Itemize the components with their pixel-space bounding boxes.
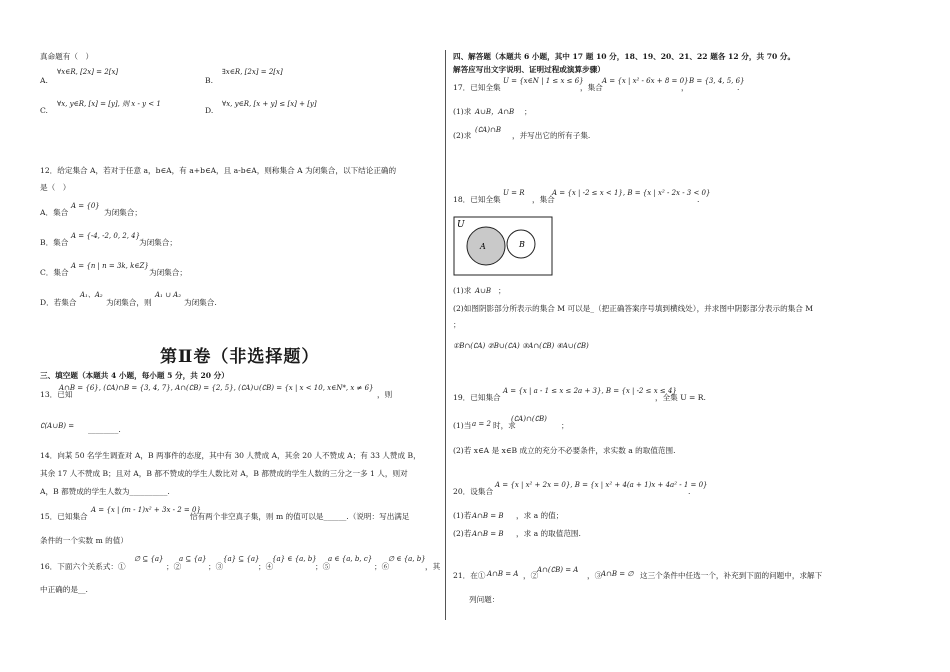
q18-choices: ①B∩(∁A) ②B∪(∁A) ③A∩(∁B) ④A∪(∁B)	[453, 342, 589, 350]
q12-option-c-post: 为闭集合；	[149, 268, 187, 277]
q16-sep-2: ；②	[166, 562, 182, 571]
q20-post: .	[688, 487, 691, 496]
q15-line2: 条件的一个实数 m 的值）	[40, 536, 128, 545]
venn-diagram	[453, 216, 553, 276]
q19-part1-math-a: a = 2	[472, 420, 491, 428]
q12-option-a-math: A = {0}	[71, 202, 100, 210]
q20-part2-post: ，求 a 的取值范围.	[516, 529, 581, 538]
q20-part1-post: ，求 a 的值；	[516, 511, 564, 520]
venn-label-u: U	[457, 220, 465, 230]
solve-section-header-1: 四、解答题（本题共 6 小题，其中 17 题 10 分，18、19、20、21、22 题各 12 分，共 70 分。	[453, 52, 796, 61]
q12-option-b-math: A = {-4, -2, 0, 2, 4}	[71, 232, 141, 240]
q12-option-a-pre: A．集合	[40, 208, 69, 217]
q18-end: .	[697, 195, 700, 204]
q16-relation-1: ∅ ⊆ {a}	[134, 555, 164, 563]
q14-line2: 其余 17 人不赞成 B；且对 A，B 都不赞成的学生人数比对 A，B 都赞成的学生人数的三分之一多 1 人，则对	[40, 469, 408, 478]
q12-option-d-post: 为闭集合.	[184, 298, 217, 307]
q17-math-u: U = {x∈N | 1 ≤ x ≤ 6}	[503, 77, 584, 85]
q19-math: A = {x | a - 1 ≤ x ≤ 2a + 3}, B = {x | -2 ≤ x ≤ 4}	[503, 387, 677, 395]
q18-part1-pre: (1)求	[453, 286, 472, 295]
q11-option-b-math: ∃x∈R, [2x] = 2[x]	[222, 68, 283, 76]
q12-option-d-math1: A₁、A₂	[80, 291, 103, 299]
q20-pre: 20．设集合	[453, 487, 494, 496]
q17-part1-math: A∪B，A∩B	[475, 108, 515, 116]
q17-part2-math: (∁A)∩B	[475, 126, 501, 134]
q21-condition-1: A∩B = A	[487, 570, 519, 578]
q14-line3: A，B 都赞成的学生人数为__________.	[40, 487, 170, 496]
q18-part2-text: (2)如图阴影部分所表示的集合 M 可以是_（把正确答案序号填到横线处），并求图中阴影部分表示的集合 M	[453, 304, 814, 313]
q19-pre: 19．已知集合	[453, 393, 501, 402]
q12-option-d-mid: 为闭集合，则	[106, 298, 152, 307]
q16-sep-5: ；⑤	[315, 562, 331, 571]
q16-post: ，其	[425, 562, 441, 571]
q11-option-d-math: ∀x, y∈R, [x + y] ≤ [x] + [y]	[222, 100, 317, 108]
q20-part1-math: A∩B = B	[472, 512, 504, 520]
q18-part1-math: A∪B	[475, 287, 492, 295]
q18-part1-post: ；	[498, 286, 506, 295]
q16-pre: 16．下面六个关系式：①	[40, 562, 126, 571]
q15-pre: 15．已知集合	[40, 512, 88, 521]
q15-post: 恰有两个非空真子集，则 m 的值可以是______.（说明：写出满足	[190, 512, 410, 521]
q11-option-a-math: ∀x∈R, [2x] = 2[x]	[57, 68, 119, 76]
q16-sep-3: ；③	[208, 562, 224, 571]
q17-sep: ，	[681, 83, 689, 92]
q11-stem: 真命题有（ ）	[40, 52, 94, 61]
q19-part1-pre: (1)当	[453, 421, 472, 430]
q12-option-d-pre: D．若集合	[40, 298, 77, 307]
q12-option-a-post: 为闭集合；	[104, 208, 142, 217]
q18-pre: 18．已知全集	[453, 195, 501, 204]
q21-post: 这三个条件中任选一个，补充到下面的问题中，求解下	[640, 571, 823, 580]
q16-relation-2: a ⊆ {a}	[179, 555, 207, 563]
q11-option-d-label: D.	[205, 106, 214, 115]
q12-option-b-post: 为闭集合；	[139, 238, 177, 247]
q17-part1-post: ；	[524, 107, 532, 116]
fill-section-header: 三、填空题（本题共 4 小题，每小题 5 分，共 20 分）	[40, 371, 229, 380]
q12-option-b-pre: B．集合	[40, 238, 69, 247]
q16-sep-4: ；④	[258, 562, 274, 571]
q20-part1-pre: (1)若	[453, 511, 472, 520]
q16-relation-3: {a} ⊆ {a}	[223, 555, 260, 563]
q17-pre: 17．已知全集	[453, 83, 501, 92]
q19-part2: (2)若 x∈A 是 x∈B 成立的充分不必要条件，求实数 a 的取值范围.	[453, 446, 676, 455]
q12-option-c-pre: C．集合	[40, 268, 69, 277]
q13-post: ，则	[377, 390, 393, 399]
venn-label-a: A	[480, 242, 486, 251]
q11-option-a-label: A.	[40, 76, 48, 85]
q19-part1-math-b: (∁A)∩(∁B)	[511, 415, 547, 423]
q21-line2: 列问题：	[469, 595, 500, 604]
q12-option-c-math: A = {n | n = 3k, k∈Z}	[71, 262, 149, 270]
q16-relation-5: a ∈ {a, b, c}	[328, 555, 373, 563]
q11-option-b-label: B.	[205, 76, 213, 85]
q18-math-u: U = R	[503, 189, 525, 197]
q21-pre: 21．在①	[453, 571, 486, 580]
q13-pre: 13．已知	[40, 390, 73, 399]
q17-part2-post: ，并写出它的所有子集.	[512, 131, 591, 140]
q13-blank: ________.	[88, 425, 121, 434]
solve-section-header-2: 解答应写出文字说明、证明过程或演算步骤）	[453, 65, 605, 74]
q17-math-b: B = {3, 4, 5, 6}	[689, 77, 745, 85]
q11-option-c-math: ∀x, y∈R, [x] = [y], 则 x - y < 1	[57, 100, 161, 108]
q12-stem-line1: 12．给定集合 A，若对于任意 a，b∈A，有 a+b∈A，且 a-b∈A，则称集合 A 为闭集合，以下结论正确的	[40, 166, 397, 175]
q17-math-a: A = {x | x² - 6x + 8 = 0}	[602, 77, 689, 85]
q18-math-sets: A = {x | -2 ≤ x < 1}, B = {x | x² - 2x - 3 < 0}	[552, 189, 711, 197]
q17-end: .	[737, 83, 740, 92]
q16-relation-6: ∅ ∈ {a, b}	[388, 555, 426, 563]
q16-line2: 中正确的是__.	[40, 585, 88, 594]
q20-part2-pre: (2)若	[453, 529, 472, 538]
section2-title: 第Ⅱ卷（非选择题）	[160, 347, 320, 367]
q20-part2-math: A∩B = B	[472, 530, 504, 538]
q19-part1-post: ；	[561, 421, 569, 430]
column-divider	[445, 50, 446, 620]
q17-mid: ，集合	[580, 83, 603, 92]
q18-part2-tail: ；	[453, 320, 461, 329]
q18-mid: ，集合	[532, 195, 555, 204]
q16-relation-4: {a} ∈ {a, b}	[272, 555, 317, 563]
q19-post: ，全集 U = R.	[655, 393, 706, 402]
q20-math: A = {x | x² + 2x = 0}, B = {x | x² + 4(a + 1)x + 4a² - 1 = 0}	[495, 481, 708, 489]
q17-part2-pre: (2)求	[453, 131, 472, 140]
q21-condition-2: A∩(∁B) = A	[537, 566, 579, 574]
venn-label-b: B	[519, 240, 525, 249]
q13-math: A∩B = {6}, (∁A)∩B = {3, 4, 7}, A∩(∁B) = {2, 5}, (∁A)∪(∁B) = {x | x < 10, x∈N*, x ≠ 6}	[59, 384, 374, 392]
q16-sep-6: ；⑥	[374, 562, 390, 571]
q12-option-d-math2: A₁ ∪ A₂	[155, 291, 182, 299]
q21-sep-3: ，③	[587, 571, 603, 580]
q21-sep-2: ，②	[523, 571, 539, 580]
q19-part1-mid: 时，求	[493, 421, 516, 430]
q15-math: A = {x | (m - 1)x² + 3x - 2 = 0}	[91, 506, 201, 514]
q13-line2-math: ∁(A∪B) =	[40, 422, 75, 430]
q12-stem-line2: 是（ ）	[40, 183, 71, 192]
q17-part1-pre: (1)求	[453, 107, 472, 116]
q21-condition-3: A∩B = ∅	[601, 570, 634, 578]
q11-option-c-label: C.	[40, 106, 48, 115]
q14-line1: 14．向某 50 名学生调查对 A，B 两事件的态度，其中有 30 人赞成 A，其余 20 人不赞成 A；有 33 人赞成 B，	[40, 451, 421, 460]
venn-set-a-circle	[467, 227, 505, 265]
